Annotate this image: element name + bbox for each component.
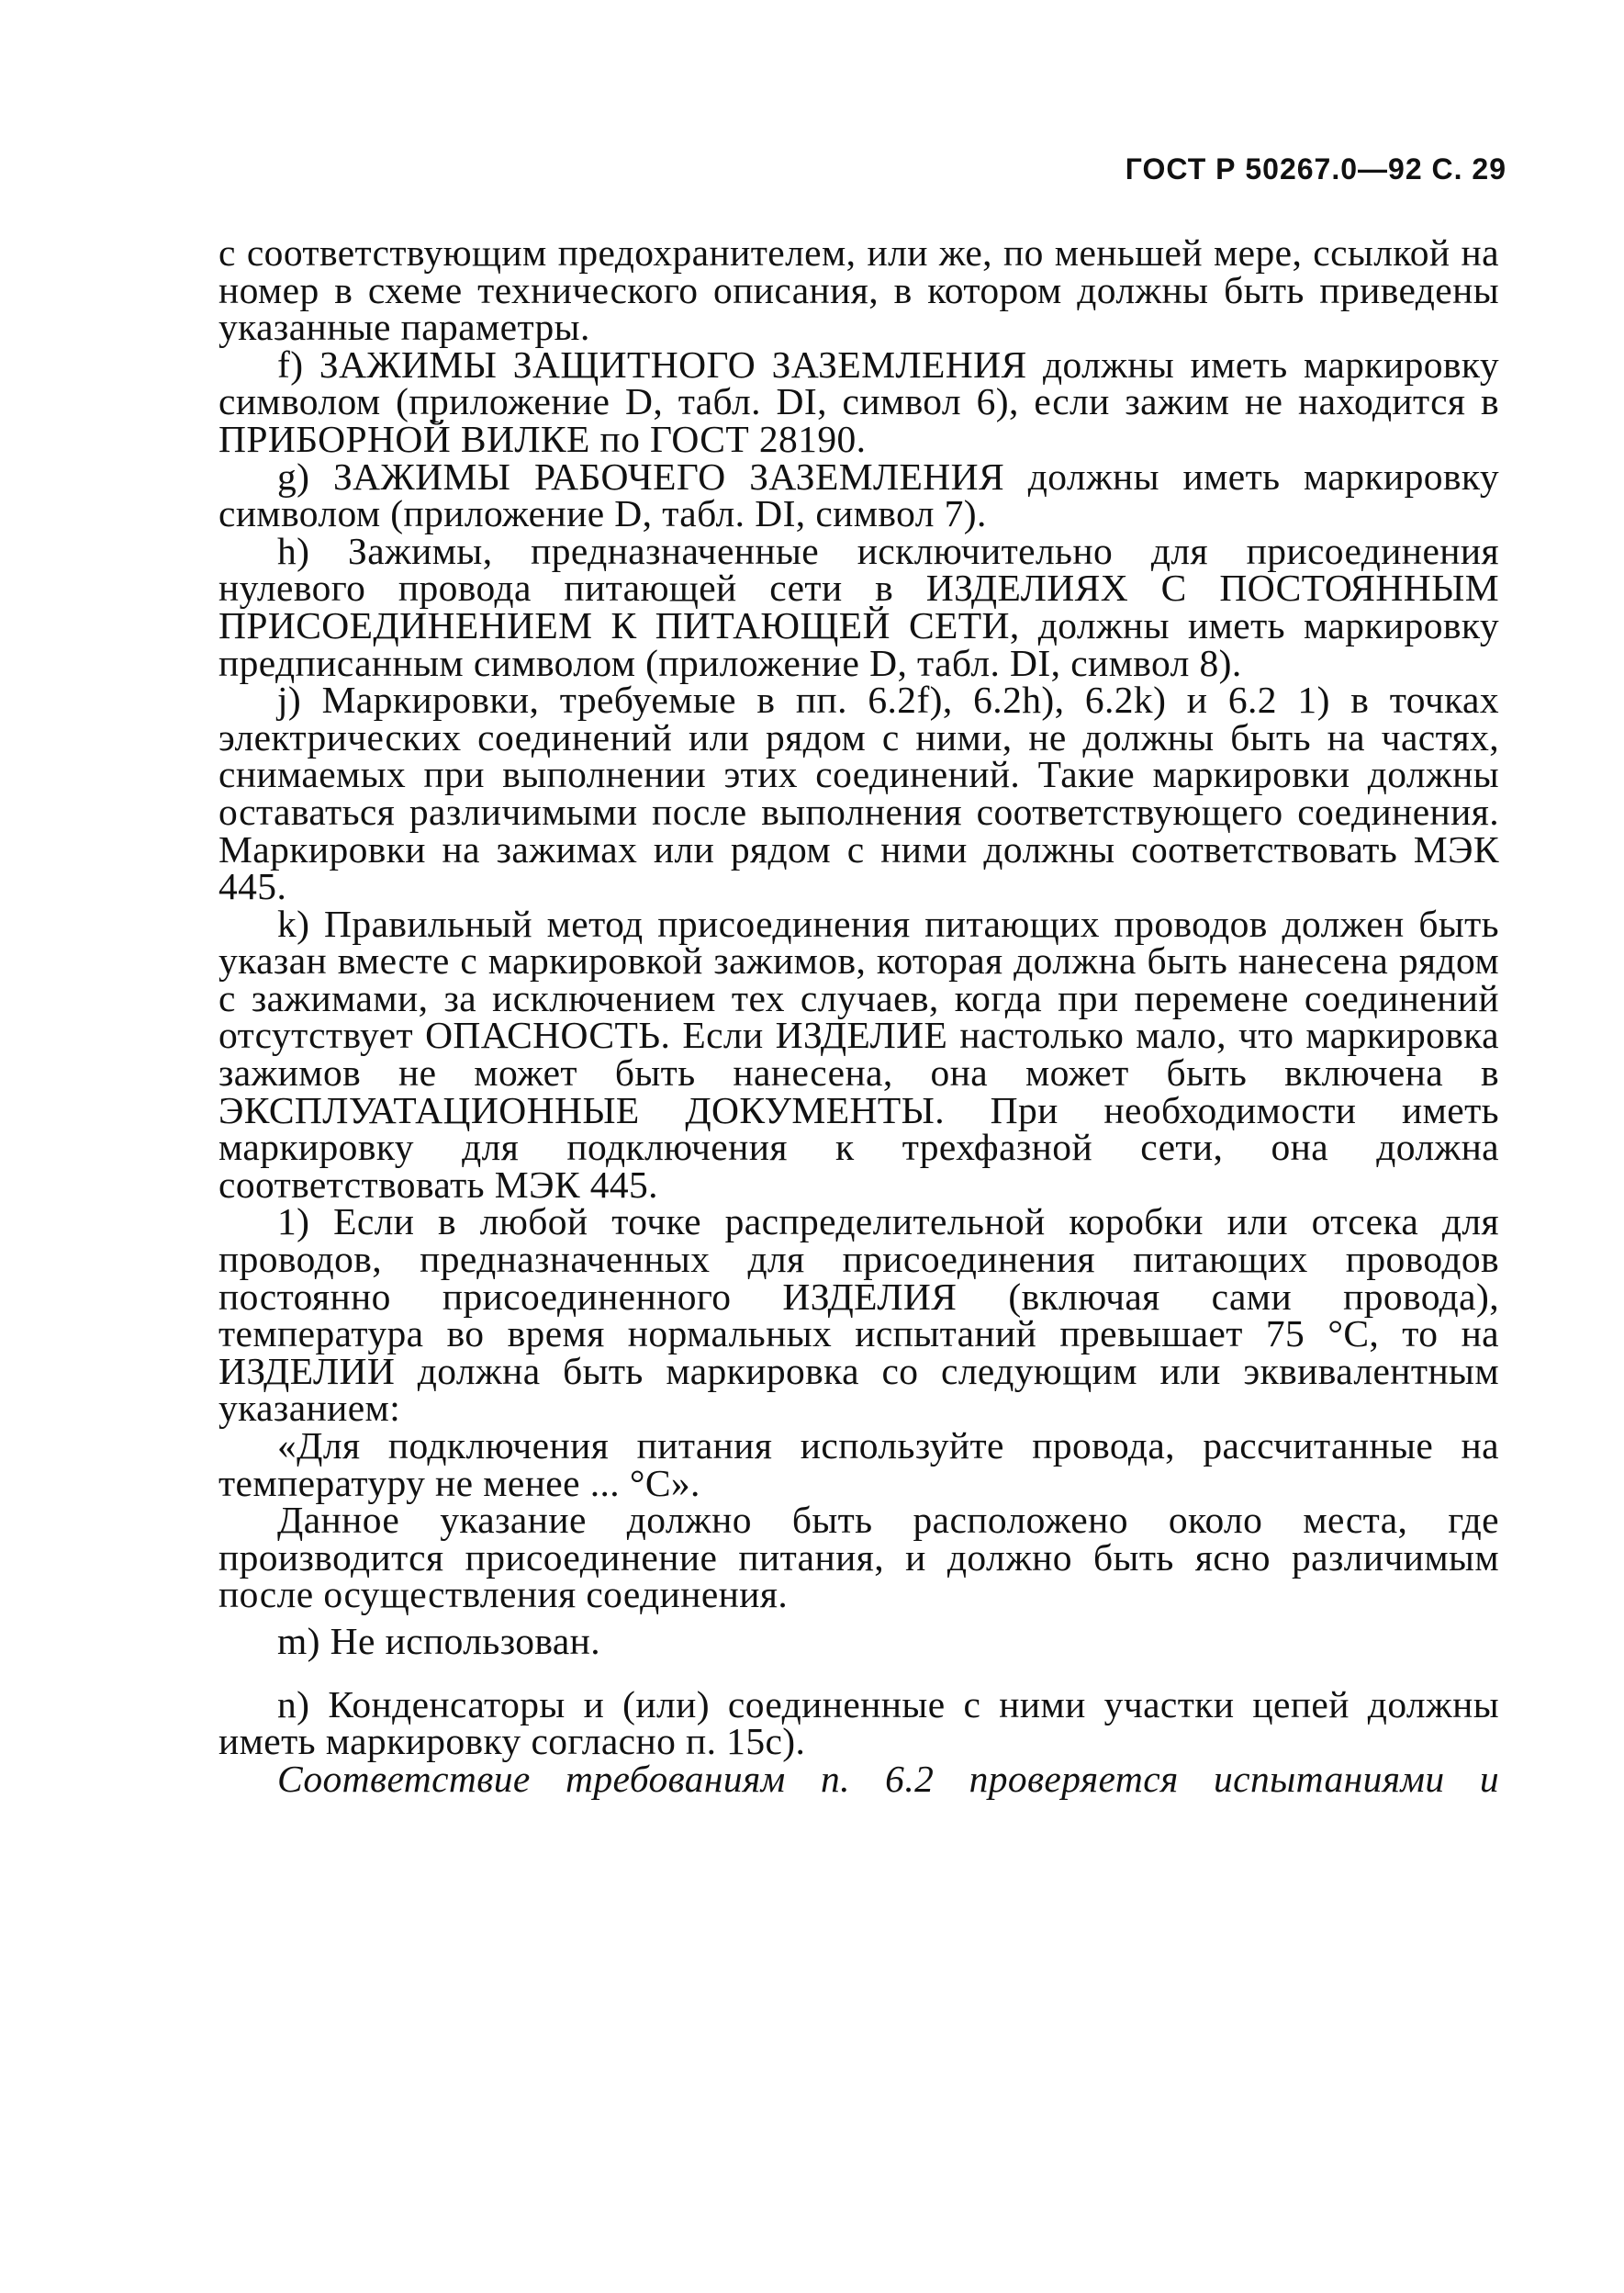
paragraph-item-h: h) Зажимы, предназначенные исключительно для присоединения нулевого провода питающей сети в ИЗДЕЛИЯХ С ПОСТОЯННЫМ ПРИСОЕДИНЕНИЕМ К ПИТАЮЩЕЙ СЕТИ, должны иметь маркировку предписанным символом (приложение D, табл. DI, символ 8). bbox=[218, 529, 1499, 684]
paragraph-item-n: n) Конденсаторы и (или) соединенные с ними участки цепей должны иметь маркировку согласно п. 15с). bbox=[218, 1682, 1499, 1763]
paragraph-compliance: Соответствие требованиям п. 6.2 проверяется испытаниями и bbox=[277, 1757, 1499, 1800]
paragraph-item-j: j) Маркировки, требуемые в пп. 6.2f), 6.2h), 6.2k) и 6.2 1) в точках электрических соединений или рядом с ними, не должны быть на частях, снимаемых при выполнении этих соединений. Такие маркировки должны оставаться различимыми после выполнения соответствующего соединения. Маркировки на зажимах или рядом с ними должны соответствовать МЭК 445. bbox=[218, 679, 1499, 908]
paragraph-quote: «Для подключения питания используйте провода, рассчитанные на температуру не менее ... °С». bbox=[218, 1424, 1499, 1504]
paragraph-continuation: с соответствующим предохранителем, или же, по меньшей мере, ссылкой на номер в схеме технического описания, в котором должны быть приведены указанные параметры. bbox=[218, 231, 1499, 349]
paragraph-note: Данное указание должно быть расположено около места, где производится присоединение питания, и должно быть ясно различимым после осуществления соединения. bbox=[218, 1499, 1499, 1616]
document-body bbox=[218, 231, 1499, 1800]
paragraph-item-l: 1) Если в любой точке распределительной коробки или отсека для проводов, предназначенных для присоединения питающих проводов постоянно присоединенного ИЗДЕЛИЯ (включая сами провода), температура во время нормальных испытаний превышает 75 °С, то на ИЗДЕЛИИ должна быть маркировка со следующим или эквивалентным указанием: bbox=[218, 1200, 1499, 1430]
paragraph-item-g: g) ЗАЖИМЫ РАБОЧЕГО ЗАЗЕМЛЕНИЯ должны иметь маркировку символом (приложение D, табл. DI, символ 7). bbox=[218, 455, 1499, 535]
paragraph-item-k: k) Правильный метод присоединения питающих проводов должен быть указан вместе с маркировкой зажимов, которая должна быть нанесена рядом с зажимами, за исключением тех случаев, когда при перемене соединений отсутствует ОПАСНОСТЬ. Если ИЗДЕЛИЕ настолько мало, что маркировка зажимов не может быть нанесена, она может быть включена в ЭКСПЛУАТАЦИОННЫЕ ДОКУМЕНТЫ. При необходимости иметь маркировку для подключения к трехфазной сети, она должна соответствовать МЭК 445. bbox=[218, 902, 1499, 1206]
page-header: ГОСТ Р 50267.0—92 С. 29 bbox=[1125, 152, 1506, 185]
paragraph-item-m: m) Не использован. bbox=[277, 1619, 601, 1662]
paragraph-item-f: f) ЗАЖИМЫ ЗАЩИТНОГО ЗАЗЕМЛЕНИЯ должны иметь маркировку символом (приложение D, табл. DI, символ 6), если зажим не находится в ПРИБОРНОЙ ВИЛКЕ по ГОСТ 28190. bbox=[218, 343, 1499, 460]
